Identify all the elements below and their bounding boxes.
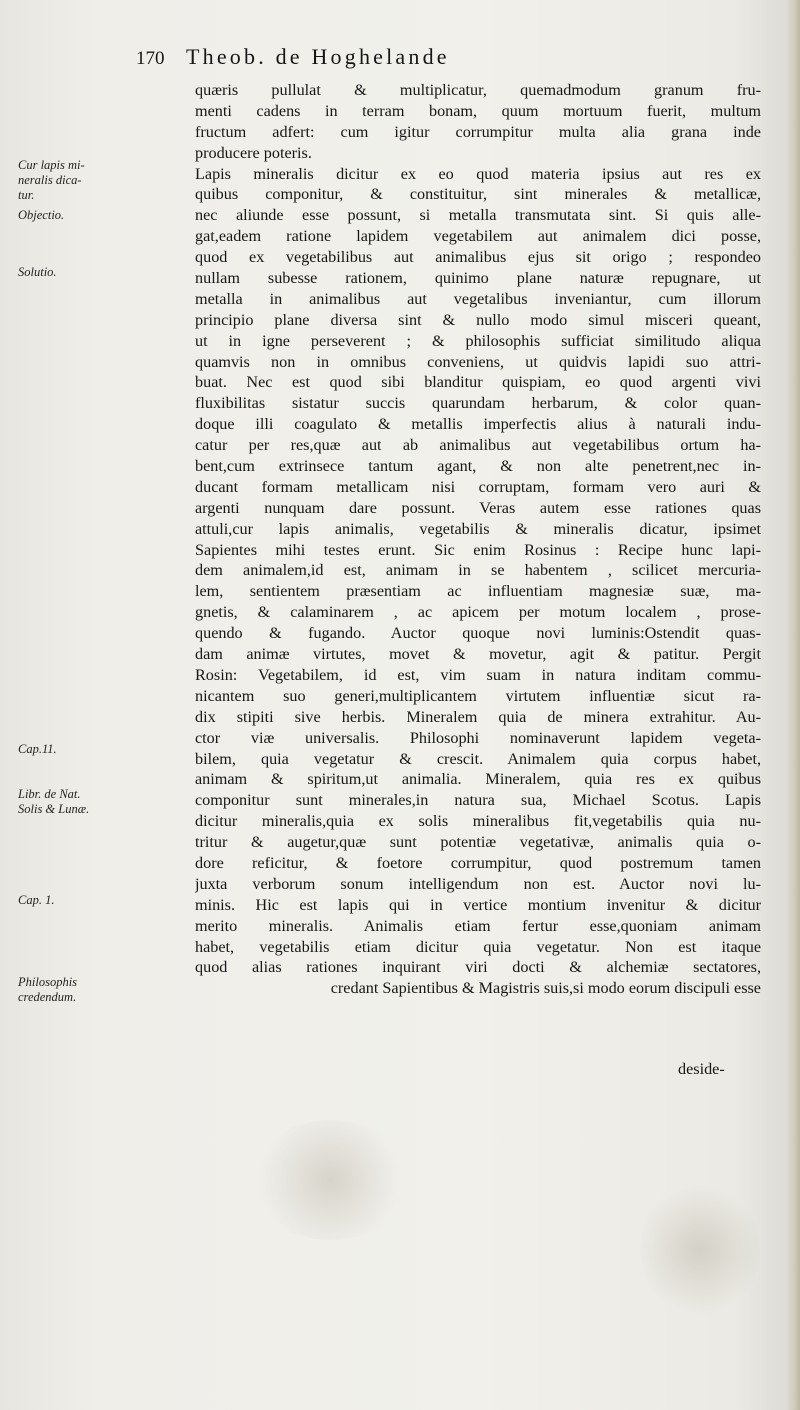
paper-stain: [640, 1180, 760, 1320]
text-line: principio plane diversa sint & nullo modo simul misceri queant,: [195, 310, 761, 329]
text-line: dem animalem,id est, animam in se habentem , scilicet mercuria-: [195, 561, 761, 580]
page-number: 170: [136, 48, 165, 69]
text-line: doque illi coagulato & metallis imperfectis alius à naturali indu-: [195, 415, 761, 434]
margin-note-line: credendum.: [18, 990, 77, 1004]
text-line: dore reficitur, & foetore corrumpitur, quod postremum tamen: [195, 853, 761, 872]
text-line: quod ex vegetabilibus aut animalibus ejus sit origo ; respondeo: [195, 248, 761, 267]
catchword: deside-: [678, 1060, 725, 1078]
text-line: dix stipiti sive herbis. Mineralem quia de minera extrahitur. Au-: [195, 707, 761, 726]
margin-note-line: Cur lapis mi-: [18, 158, 85, 172]
text-line: quæris pullulat & multiplicatur, quemadmodum granum fru-: [195, 81, 761, 99]
text-line: nullam subesse rationem, quinimo plane naturæ repugnare, ut: [195, 269, 761, 288]
margin-note-line: tur.: [18, 188, 35, 202]
margin-note-line: Solis & Lunæ.: [18, 802, 90, 816]
text-line: catur per res,quæ aut ab animalibus aut vegetabilibus ortum ha-: [195, 436, 761, 455]
text-line: quendo & fugando. Auctor quoque novi luminis:Ostendit quas-: [195, 624, 761, 643]
text-line: dicitur mineralis,quia ex solis mineralibus fit,vegetabilis quia nu-: [195, 812, 761, 831]
margin-note-cur-lapis: [18, 158, 85, 203]
text-line: bilem, quia vegetatur & crescit. Animalem quia corpus habet,: [195, 749, 761, 768]
text-line: metalla in animalibus aut vegetalibus inveniantur, cum illorum: [195, 289, 761, 308]
text-line: ducant formam metallicam nisi corruptam, formam vero auri &: [195, 477, 761, 496]
text-line: tritur & augetur,quæ sunt potentiæ vegetativæ, animalis quia o-: [195, 833, 761, 852]
text-line: gnetis, & calaminarem , ac apicem per motum localem , prose-: [195, 603, 761, 622]
text-line: menti cadens in terram bonam, quum mortuum fuerit, multum: [195, 101, 761, 120]
margin-note-cap-1: Cap. 1.: [18, 893, 55, 907]
text-line: argenti nunquam dare possunt. Veras autem esse rationes quas: [195, 498, 761, 517]
margin-note-cap-11: Cap.11.: [18, 742, 57, 756]
margin-note-line: Libr. de Nat.: [18, 787, 81, 801]
text-line: nicantem suo generi,multiplicantem virtutem influentiæ sicut ra-: [195, 686, 761, 705]
page-edge: [786, 0, 800, 1410]
text-line: producere poteris.: [195, 143, 312, 162]
text-line: attuli,cur lapis animalis, vegetabilis & mineralis dicatur, ipsimet: [195, 519, 761, 538]
text-line: dam animæ virtutes, movet & movetur, agit & patitur. Pergit: [195, 645, 761, 664]
text-line: quod alias rationes inquirant viri docti & alchemiæ sectatores,: [195, 958, 761, 977]
text-line: fructum adfert: cum igitur corrumpitur multa alia grana inde: [195, 122, 761, 141]
running-head: Theob. de Hoghelande: [186, 44, 450, 69]
text-line: lem, sentientem præsentiam ac influentiam magnesiæ suæ, ma-: [195, 582, 761, 601]
margin-note-philosophis: [18, 975, 77, 1005]
text-line: gat,eadem ratione lapidem vegetabilem aut animalem dici posse,: [195, 227, 761, 246]
text-line: Lapis mineralis dicitur ex eo quod materia ipsius aut res ex: [195, 164, 761, 183]
text-line: quamvis non in omnibus conveniens, ut quidvis lapidi suo attri-: [195, 352, 761, 371]
text-line: componitur sunt minerales,in natura sua, Michael Scotus. Lapis: [195, 791, 761, 810]
text-line: fluxibilitas sistatur succis quarundam herbarum, & color quan-: [195, 394, 761, 413]
margin-note-line: Philosophis: [18, 975, 78, 989]
page-header: [136, 44, 756, 74]
margin-note-libr-de-nat: [18, 787, 89, 817]
text-line: juxta verborum sonum intelligendum non est. Auctor novi lu-: [195, 874, 761, 893]
text-line: credant Sapientibus & Magistris suis,si modo eorum discipuli esse: [330, 979, 761, 998]
margin-note-line: neralis dica-: [18, 173, 82, 187]
text-line: Rosin: Vegetabilem, id est, vim suam in natura inditam commu-: [195, 665, 761, 684]
text-line: ut in igne perseverent ; & philosophis sufficiat similitudo aliqua: [195, 331, 761, 350]
text-line: merito mineralis. Animalis etiam fertur esse,quoniam animam: [195, 916, 761, 935]
text-line: Sapientes mihi testes erunt. Sic enim Rosinus : Recipe hunc lapi-: [195, 540, 761, 559]
text-line: nec aliunde esse possunt, si metalla transmutata sint. Si quis alle-: [195, 206, 761, 225]
text-line: minis. Hic est lapis qui in vertice montium invenitur & dicitur: [195, 895, 761, 914]
margin-note-objectio: Objectio.: [18, 208, 65, 222]
text-line: habet, vegetabilis etiam dicitur quia vegetatur. Non est itaque: [195, 937, 761, 956]
text-line: ctor viæ universalis. Philosophi nominaverunt lapidem vegeta-: [195, 728, 761, 747]
body-text: [195, 80, 761, 999]
margin-note-solutio: Solutio.: [18, 265, 57, 279]
paper-stain: [250, 1120, 410, 1240]
text-line: buat. Nec est quod sibi blanditur quispiam, eo quod argenti vivi: [195, 373, 761, 392]
text-line: quibus componitur, & constituitur, sint minerales & metallicæ,: [195, 185, 761, 204]
text-line: bent,cum extrinsece tantum agant, & non alte penetrent,nec in-: [195, 457, 761, 476]
text-line: animam & spiritum,ut animalia. Mineralem, quia res ex quibus: [195, 770, 761, 789]
